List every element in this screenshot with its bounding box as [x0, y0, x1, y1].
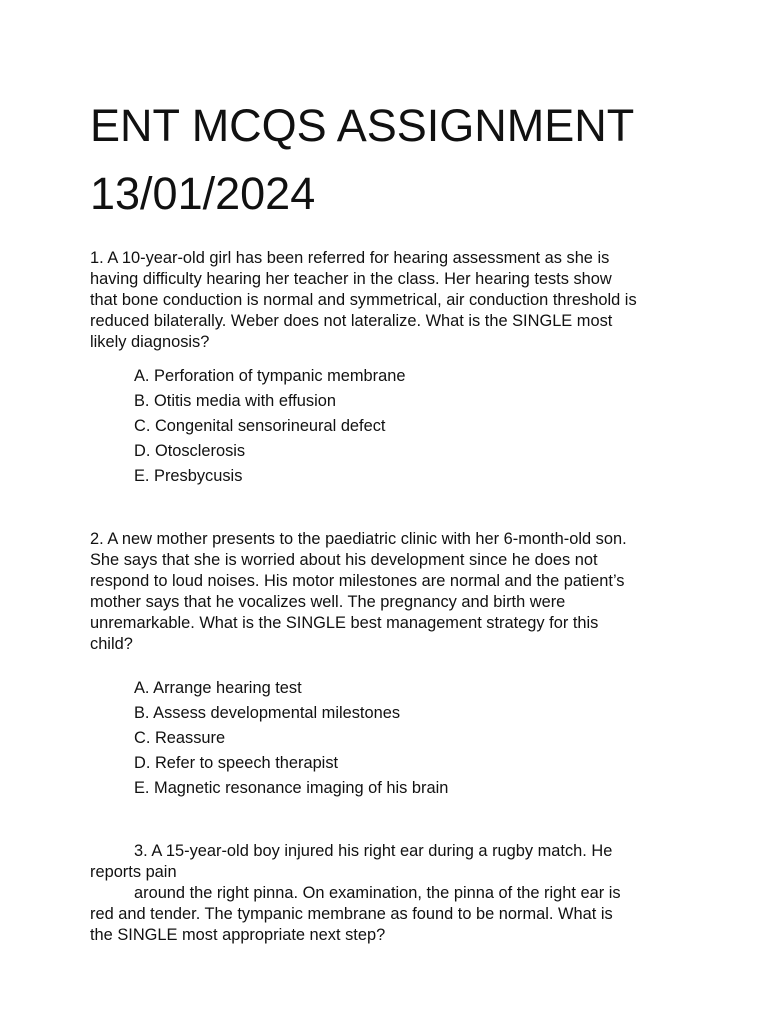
question-line: likely diagnosis?	[90, 333, 210, 351]
answer-option: B. Otitis media with effusion	[134, 392, 336, 410]
question-1-options	[90, 364, 688, 489]
question-line-indented	[90, 841, 688, 862]
answer-option: E. Magnetic resonance imaging of his brain	[134, 779, 449, 797]
question-line-indented	[90, 883, 688, 904]
question-line: She says that she is worried about his development since he does not	[90, 551, 598, 569]
question-line: unremarkable. What is the SINGLE best management strategy for this	[90, 614, 599, 632]
answer-option: D. Refer to speech therapist	[134, 754, 339, 772]
answer-option: A. Arrange hearing test	[134, 679, 302, 697]
question-3-stem	[90, 841, 688, 946]
question-line: the SINGLE most appropriate next step?	[90, 926, 386, 944]
answer-option: B. Assess developmental milestones	[134, 704, 401, 722]
question-line: reduced bilaterally. Weber does not lateralize. What is the SINGLE most	[90, 312, 613, 330]
question-line: around the right pinna. On examination, the pinna of the right ear is	[134, 884, 621, 902]
answer-option: C. Congenital sensorineural defect	[134, 417, 386, 435]
question-2-options	[90, 676, 688, 801]
title-line: ENT MCQS ASSIGNMENT	[90, 100, 635, 151]
title-date: 13/01/2024	[90, 168, 316, 219]
question-line: 3. A 15-year-old boy injured his right ear during a rugby match. He	[134, 842, 613, 860]
question-line: respond to loud noises. His motor milestones are normal and the patient’s	[90, 572, 625, 590]
question-1-stem	[90, 248, 688, 353]
question-line: mother says that he vocalizes well. The pregnancy and birth were	[90, 593, 566, 611]
answer-option: D. Otosclerosis	[134, 442, 246, 460]
question-line: having difficulty hearing her teacher in the class. Her hearing tests show	[90, 270, 612, 288]
question-line: reports pain	[90, 863, 177, 881]
question-line: red and tender. The tympanic membrane as found to be normal. What is	[90, 905, 613, 923]
answer-option: C. Reassure	[134, 729, 226, 747]
question-line: 1. A 10-year-old girl has been referred for hearing assessment as she is	[90, 249, 610, 267]
page-title	[90, 92, 688, 228]
question-line: that bone conduction is normal and symmetrical, air conduction threshold is	[90, 291, 637, 309]
question-line: 2. A new mother presents to the paediatric clinic with her 6-month-old son.	[90, 530, 627, 548]
question-line: child?	[90, 635, 133, 653]
answer-option: A. Perforation of tympanic membrane	[134, 367, 406, 385]
question-2-stem	[90, 529, 688, 655]
answer-option: E. Presbycusis	[134, 467, 243, 485]
